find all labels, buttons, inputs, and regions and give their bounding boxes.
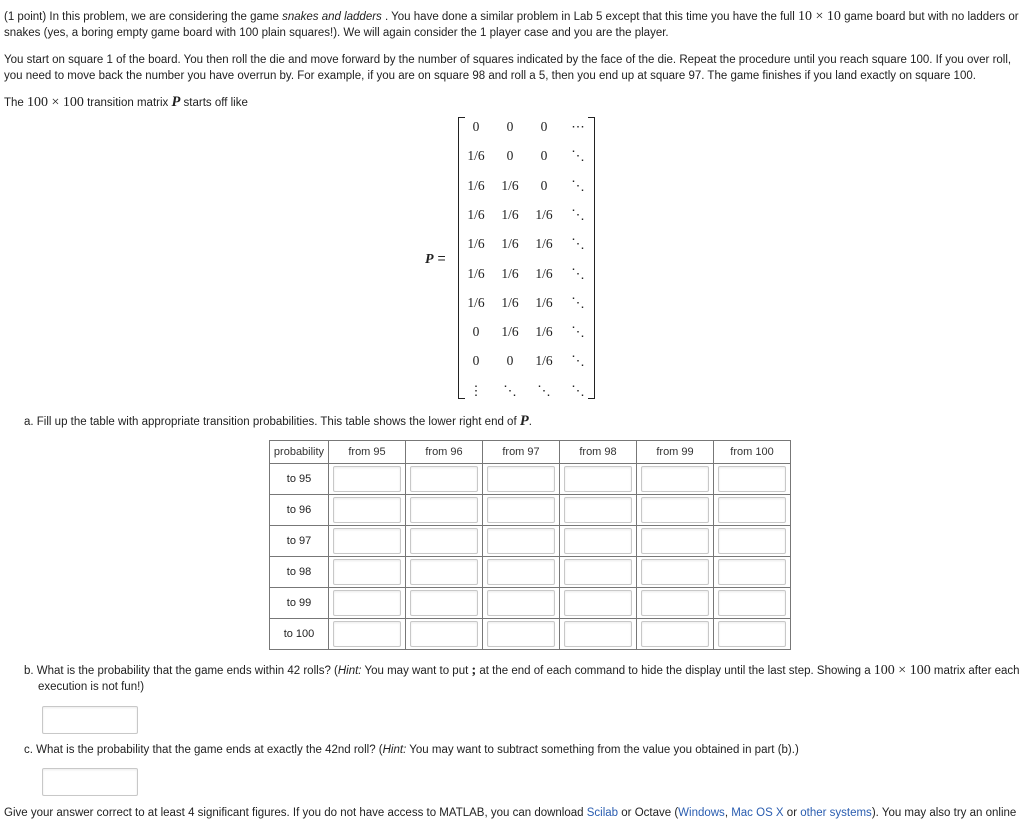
matrix-entry: 0 bbox=[472, 353, 480, 369]
board-size-math: 10 × 10 bbox=[797, 9, 841, 24]
matrix-entry: ⋱ bbox=[571, 353, 585, 369]
row-header: to 95 bbox=[270, 464, 329, 495]
probability-input[interactable] bbox=[487, 621, 555, 647]
probability-input[interactable] bbox=[564, 497, 632, 523]
table-cell bbox=[483, 588, 560, 619]
matrix-entry: 0 bbox=[540, 177, 548, 193]
probability-input[interactable] bbox=[410, 590, 478, 616]
table-cell bbox=[637, 619, 714, 650]
matrix-entry: 1/6 bbox=[501, 324, 519, 340]
scilab-link[interactable]: Scilab bbox=[586, 807, 619, 819]
column-header: from 97 bbox=[483, 441, 560, 464]
matrix-size-math: 100 × 100 bbox=[27, 95, 84, 110]
table-cell bbox=[714, 495, 791, 526]
table-cell bbox=[637, 588, 714, 619]
table-cell bbox=[406, 619, 483, 650]
probability-input[interactable] bbox=[641, 466, 709, 492]
probability-input[interactable] bbox=[410, 497, 478, 523]
probability-input[interactable] bbox=[564, 466, 632, 492]
matrix-entry: 1/6 bbox=[501, 206, 519, 222]
probability-input[interactable] bbox=[333, 621, 401, 647]
matrix-entry: 1/6 bbox=[535, 236, 553, 252]
matrix-entry: 0 bbox=[506, 148, 514, 164]
probability-input[interactable] bbox=[641, 497, 709, 523]
table-cell bbox=[483, 495, 560, 526]
table-cell bbox=[406, 464, 483, 495]
matrix-entry: 1/6 bbox=[535, 206, 553, 222]
intro-paragraph-3 bbox=[4, 93, 1022, 112]
matrix-symbol: P bbox=[171, 94, 181, 110]
matrix-entry: 0 bbox=[540, 119, 548, 134]
table-cell bbox=[483, 526, 560, 557]
matrix-entry: 0 bbox=[506, 353, 514, 369]
table-cell bbox=[329, 557, 406, 588]
transition-probability-table bbox=[269, 440, 791, 650]
table-cell bbox=[483, 464, 560, 495]
matrix-entry: ⋯ bbox=[571, 119, 585, 134]
matrix-entry: 1/6 bbox=[535, 265, 553, 281]
part-c-text: c. What is the probability that the game ends at exactly the 42nd roll? ( bbox=[24, 744, 383, 756]
matrix-entry: ⋱ bbox=[571, 177, 585, 193]
matrix-size-math: 100 × 100 bbox=[873, 663, 931, 678]
matrix-entry: 1/6 bbox=[467, 236, 485, 252]
probability-input[interactable] bbox=[564, 559, 632, 585]
row-header: to 96 bbox=[270, 495, 329, 526]
row-header: to 97 bbox=[270, 526, 329, 557]
part-a-prompt bbox=[24, 412, 1024, 431]
matrix-entry: 1/6 bbox=[535, 353, 553, 369]
intro-text: The bbox=[4, 97, 28, 109]
probability-input[interactable] bbox=[487, 528, 555, 554]
column-header: from 96 bbox=[406, 441, 483, 464]
table-cell bbox=[560, 526, 637, 557]
intro-text: (1 point) In this problem, we are considering the game bbox=[4, 11, 283, 23]
part-b-answer-input[interactable] bbox=[42, 706, 138, 734]
table-cell bbox=[637, 464, 714, 495]
table-cell bbox=[483, 619, 560, 650]
table-cell bbox=[560, 557, 637, 588]
matrix-entry: 1/6 bbox=[467, 177, 485, 193]
intro-text: transition matrix bbox=[83, 97, 172, 109]
matrix-entry: ⋱ bbox=[537, 382, 551, 398]
intro-text: . You have done a similar problem in Lab 5 except that this time you have the full bbox=[381, 11, 798, 23]
matrix-entry: ⋱ bbox=[571, 206, 585, 222]
part-b-text: b. What is the probability that the game ends within 42 rolls? ( bbox=[24, 665, 338, 677]
probability-input[interactable] bbox=[718, 528, 786, 554]
footer-text: Give your answer correct to at least 4 significant figures. If you do not have access to MATLAB, you can download bbox=[4, 807, 587, 819]
probability-input[interactable] bbox=[487, 590, 555, 616]
matrix-entry: 1/6 bbox=[467, 294, 485, 310]
probability-input[interactable] bbox=[564, 621, 632, 647]
table-cell bbox=[714, 619, 791, 650]
intro-paragraph-2-line-2: you need to move back the number you have overrun by. For example, if you are on square 98 and roll a 5, then you end up at square 97. The game finishes if you land exactly on square 100. bbox=[4, 70, 976, 82]
matrix-entry: ⋮ bbox=[469, 382, 483, 398]
matrix-entry: 1/6 bbox=[501, 265, 519, 281]
matrix-entry: ⋱ bbox=[571, 382, 585, 398]
probability-input[interactable] bbox=[641, 621, 709, 647]
table-cell bbox=[329, 526, 406, 557]
intro-text: starts off like bbox=[180, 97, 248, 109]
probability-input[interactable] bbox=[410, 621, 478, 647]
row-header: to 99 bbox=[270, 588, 329, 619]
table-cell bbox=[560, 464, 637, 495]
intro-text: game board but with no ladders or bbox=[840, 11, 1019, 23]
table-cell bbox=[329, 619, 406, 650]
table-cell bbox=[406, 557, 483, 588]
probability-input[interactable] bbox=[564, 590, 632, 616]
part-b-prompt-line-2: execution is not fun!) bbox=[38, 681, 145, 693]
part-c-answer-input[interactable] bbox=[42, 768, 138, 796]
matrix-entry: 1/6 bbox=[467, 206, 485, 222]
probability-input[interactable] bbox=[487, 466, 555, 492]
matrix-entry: 1/6 bbox=[467, 265, 485, 281]
table-cell bbox=[714, 557, 791, 588]
intro-paragraph-2: You start on square 1 of the board. You then roll the die and move forward by the number of squares indicated by the face of the die. Repeat the procedure until you reach square 100. If you over roll, bbox=[4, 54, 1012, 66]
matrix-entry: 1/6 bbox=[501, 177, 519, 193]
part-c-text: You may want to subtract something from the value you obtained in part (b).) bbox=[406, 744, 799, 756]
probability-input[interactable] bbox=[718, 497, 786, 523]
table-row bbox=[270, 495, 791, 526]
octave-other-systems-link[interactable]: other systems bbox=[800, 807, 872, 819]
footer-text: or Octave ( bbox=[618, 807, 679, 819]
table-cell bbox=[637, 557, 714, 588]
part-a-text: a. Fill up the table with appropriate transition probabilities. This table shows the lower right end of bbox=[24, 416, 520, 428]
probability-input[interactable] bbox=[410, 466, 478, 492]
column-header: from 99 bbox=[637, 441, 714, 464]
matrix-entry: 1/6 bbox=[535, 294, 553, 310]
column-header: from 98 bbox=[560, 441, 637, 464]
table-row bbox=[270, 588, 791, 619]
probability-input[interactable] bbox=[410, 559, 478, 585]
matrix-entry: 0 bbox=[540, 148, 548, 164]
probability-input[interactable] bbox=[718, 559, 786, 585]
part-a-text: . bbox=[528, 416, 532, 428]
column-header: from 95 bbox=[329, 441, 406, 464]
matrix-entry: ⋱ bbox=[571, 324, 585, 340]
semicolon-symbol: ; bbox=[471, 663, 477, 678]
matrix-entry: ⋱ bbox=[571, 236, 585, 252]
table-cell bbox=[406, 588, 483, 619]
table-cell bbox=[406, 495, 483, 526]
table-cell bbox=[406, 526, 483, 557]
part-b-text: matrix after each bbox=[930, 665, 1020, 677]
probability-input[interactable] bbox=[410, 528, 478, 554]
octave-mac-link[interactable]: Mac OS X bbox=[731, 807, 784, 819]
probability-input[interactable] bbox=[641, 590, 709, 616]
matrix-entry: 0 bbox=[472, 119, 480, 134]
game-name: snakes and ladders bbox=[282, 11, 382, 23]
part-b-text: at the end of each command to hide the display until the last step. Showing a bbox=[476, 665, 874, 677]
matrix-entry: ⋱ bbox=[571, 294, 585, 310]
table-cell bbox=[483, 557, 560, 588]
probability-input[interactable] bbox=[333, 497, 401, 523]
footer-text: ). You may also try an online bbox=[871, 807, 1017, 819]
table-row bbox=[270, 464, 791, 495]
probability-input[interactable] bbox=[718, 590, 786, 616]
matrix-entry: 1/6 bbox=[467, 148, 485, 164]
table-row bbox=[270, 619, 791, 650]
table-corner-header: probability bbox=[270, 441, 329, 464]
matrix-entry: 1/6 bbox=[535, 324, 553, 340]
equals-sign: = bbox=[437, 250, 446, 266]
probability-input[interactable] bbox=[333, 466, 401, 492]
table-row bbox=[270, 557, 791, 588]
table-cell bbox=[637, 526, 714, 557]
probability-input[interactable] bbox=[718, 466, 786, 492]
matrix-label bbox=[425, 250, 446, 268]
footer-text: , bbox=[724, 807, 732, 819]
table-cell bbox=[714, 588, 791, 619]
probability-input[interactable] bbox=[718, 621, 786, 647]
intro-paragraph-1-line-2: snakes (yes, a boring empty game board with 100 plain squares!). We will again consider the 1 player case and you are the player. bbox=[4, 27, 669, 39]
row-header: to 98 bbox=[270, 557, 329, 588]
row-header: to 100 bbox=[270, 619, 329, 650]
table-cell bbox=[560, 495, 637, 526]
table-cell bbox=[329, 495, 406, 526]
matrix-symbol: P bbox=[425, 252, 434, 267]
probability-input[interactable] bbox=[487, 559, 555, 585]
hint-label: Hint: bbox=[337, 665, 362, 677]
table-row bbox=[270, 526, 791, 557]
matrix-entry: ⋱ bbox=[571, 265, 585, 281]
matrix-entry: 1/6 bbox=[501, 236, 519, 252]
footer-text: or bbox=[783, 807, 801, 819]
matrix-entry: 0 bbox=[472, 324, 480, 340]
probability-input[interactable] bbox=[333, 528, 401, 554]
table-cell bbox=[560, 588, 637, 619]
matrix-entry: 0 bbox=[506, 119, 514, 134]
part-b-text: You may want to put bbox=[361, 665, 472, 677]
part-c-prompt bbox=[24, 741, 1024, 759]
matrix-entry: ⋱ bbox=[503, 382, 517, 398]
hint-label: Hint: bbox=[382, 744, 407, 756]
column-header: from 100 bbox=[714, 441, 791, 464]
table-cell bbox=[329, 464, 406, 495]
table-header-row bbox=[270, 441, 791, 464]
probability-input[interactable] bbox=[641, 559, 709, 585]
footer-note bbox=[4, 804, 1022, 822]
probability-input[interactable] bbox=[641, 528, 709, 554]
matrix-symbol: P bbox=[519, 413, 529, 429]
table-cell bbox=[560, 619, 637, 650]
table-cell bbox=[637, 495, 714, 526]
probability-input[interactable] bbox=[487, 497, 555, 523]
table-cell bbox=[329, 588, 406, 619]
table-cell bbox=[714, 526, 791, 557]
matrix-entry: 1/6 bbox=[501, 294, 519, 310]
table-cell bbox=[714, 464, 791, 495]
probability-input[interactable] bbox=[564, 528, 632, 554]
probability-input[interactable] bbox=[333, 559, 401, 585]
octave-windows-link[interactable]: Windows bbox=[678, 807, 725, 819]
matrix-entry: ⋱ bbox=[571, 148, 585, 164]
probability-input[interactable] bbox=[333, 590, 401, 616]
